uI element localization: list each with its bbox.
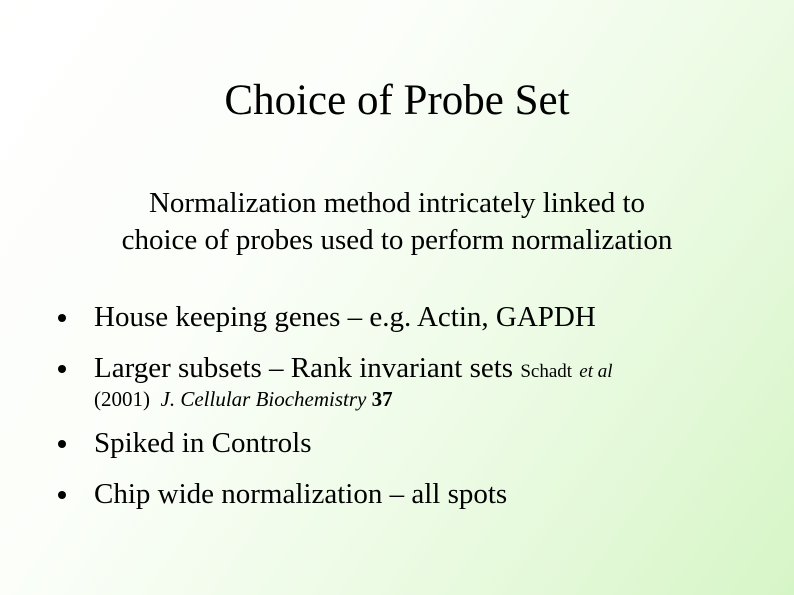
intro-line-1: Normalization method intricately linked to <box>148 187 646 219</box>
citation-etal: et al <box>579 361 613 382</box>
bullet-dot-icon <box>58 314 66 322</box>
citation-year: (2001) <box>94 387 150 411</box>
bullet-dot-icon <box>58 491 66 499</box>
bullet-text <box>94 351 613 385</box>
intro-line-2: choice of probes used to perform normalization <box>121 224 673 256</box>
bullet-dot-icon <box>58 365 66 373</box>
intro-text <box>0 185 794 259</box>
citation-authors: Schadt <box>520 361 573 382</box>
bullet-text: Chip wide normalization – all spots <box>94 478 508 510</box>
bullet-main-text: Larger subsets – Rank invariant sets <box>94 352 514 384</box>
citation-journal: J. Cellular Biochemistry <box>160 387 367 411</box>
bullet-text: Spiked in Controls <box>94 427 312 459</box>
bullet-dot-icon <box>58 440 66 448</box>
bullet-text: House keeping genes – e.g. Actin, GAPDH <box>94 301 596 333</box>
citation-line <box>94 386 393 412</box>
slide-title: Choice of Probe Set <box>224 77 570 124</box>
citation-volume: 37 <box>371 387 393 411</box>
